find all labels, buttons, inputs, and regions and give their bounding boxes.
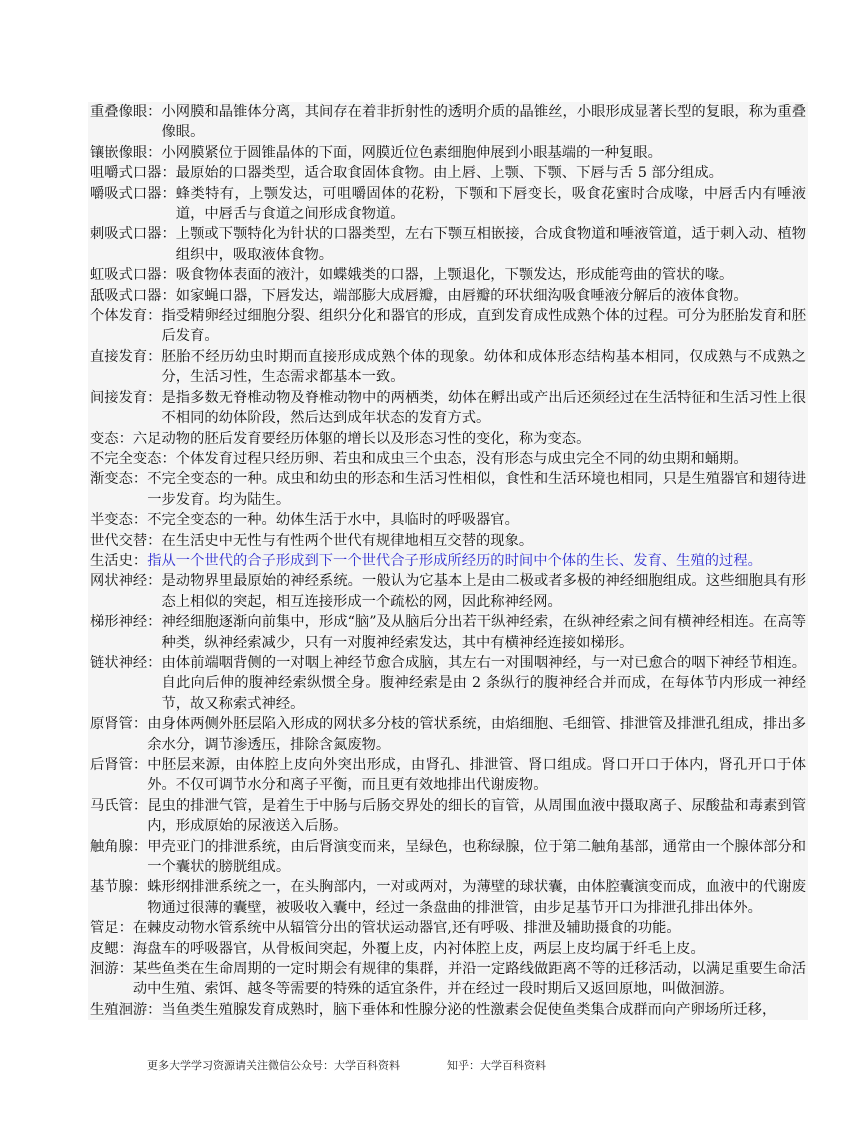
entry-definition: 当鱼类生殖腺发育成熟时，脑下垂体和性腺分泌的性激素会促使鱼类集合成群而向产卵场所迁移，: [161, 1001, 777, 1018]
entry-term: 管足：: [90, 920, 133, 937]
glossary-entry: [90, 163, 806, 183]
glossary-entry: [90, 959, 806, 1000]
entry-definition: 在棘皮动物水管系统中从辐管分出的管状运动器官,还有呼吸、排泄及辅助摄食的功能。: [132, 920, 681, 937]
entry-term: 世代交替：: [90, 532, 162, 549]
glossary-entry: [90, 796, 806, 837]
entry-term: 嚼吸式口器：: [90, 185, 176, 202]
footer-wechat: 更多大学学习资源请关注微信公众号：大学百科资料: [147, 1059, 400, 1072]
entry-definition: 小网膜紧位于圆锥晶体的下面，网膜近位色素细胞伸展到小眼基端的一种复眼。: [161, 144, 662, 161]
entry-term: 舐吸式口器：: [90, 287, 176, 304]
entry-term: 虹吸式口器：: [90, 267, 176, 284]
entry-term: 镶嵌像眼：: [90, 144, 162, 161]
entry-term: 刺吸式口器：: [90, 226, 176, 243]
entry-term: 梯形神经：: [90, 614, 162, 631]
glossary-entry: [90, 102, 806, 143]
glossary-entry: [90, 755, 806, 796]
glossary-entry: [90, 571, 806, 612]
entry-term: 渐变态：: [90, 471, 148, 488]
entry-definition: 由体前端咽背侧的一对咽上神经节愈合成脑，其左右一对围咽神经，与一对已愈合的咽下神经节相连。自此向后伸的腹神经索纵惯全身。腹神经索是由 2 条纵行的腹神经合并而成，在每体节内形成一神经节，故又称索式神经。: [161, 654, 806, 712]
glossary-entry: [90, 653, 806, 714]
entry-definition: 海盘车的呼吸器官，从骨板间突起，外覆上皮，内衬体腔上皮，两层上皮均属于纤毛上皮。: [132, 940, 705, 957]
entry-term: 基节腺：: [90, 879, 148, 896]
glossary-entry: [90, 143, 806, 163]
glossary-entry: [90, 837, 806, 878]
glossary-entry: [90, 286, 806, 306]
entry-term: 皮鳃：: [90, 940, 133, 957]
entry-definition: 在生活史中无性与有性两个世代有规律地相互交替的现象。: [161, 532, 534, 549]
entry-term: 生殖洄游：: [90, 1001, 162, 1018]
glossary-entry: [90, 939, 806, 959]
entry-definition: 某些鱼类在生命周期的一定时期会有规律的集群，并沿一定路线做距离不等的迁移活动，以满足重要生命活动中生殖、索饵、越冬等需要的特殊的适宜条件，并在经过一段时期后又返回原地，叫做洄游。: [132, 961, 806, 998]
glossary-entry: [90, 510, 806, 530]
entry-definition: 不完全变态的一种。幼体生活于水中，具临时的呼吸器官。: [147, 512, 519, 529]
entry-definition: 神经细胞逐渐向前集中，形成“脑”及从脑后分出若干纵神经索，在纵神经索之间有横神经相连。在高等种类，纵神经索减少，只有一对腹神经索发达，其中有横神经连接如梯形。: [161, 614, 806, 651]
entry-term: 网状神经：: [90, 573, 162, 590]
entry-term: 直接发育：: [90, 348, 162, 365]
entry-definition: 上颚或下颚特化为针状的口器类型，左右下颚互相嵌接，合成食物道和唾液管道，适于刺入动、植物组织中，吸取液体食物。: [175, 226, 806, 263]
entry-term: 咀嚼式口器：: [90, 165, 176, 182]
glossary-content: [88, 102, 808, 1020]
entry-definition: 不完全变态的一种。成虫和幼虫的形态和生活习性相似，食性和生活环境也相同，只是生殖器官和翅待进一步发育。均为陆生。: [147, 471, 806, 508]
entry-definition: 蜂类特有，上颚发达，可咀嚼固体的花粉，下颚和下唇变长，吸食花蜜时合成喙，中唇舌内有唾液道，中唇舌与食道之间形成食物道。: [175, 185, 806, 223]
footer-zhihu: 知乎：大学百科资料: [447, 1059, 546, 1072]
entry-definition: 由身体两侧外胚层陷入形成的网状多分枝的管状系统，由焰细胞、毛细管、排泄管及排泄孔组成，排出多余水分，调节渗透压，排除含氮废物。: [147, 716, 806, 753]
glossary-entry: [90, 469, 806, 510]
entry-term: 变态：: [90, 430, 133, 447]
entry-definition: 吸食物体表面的液汁，如蝶娥类的口器，上颚退化，下颚发达，形成能弯曲的管状的喙。: [175, 267, 734, 284]
entry-term: 不完全变态：: [90, 450, 176, 467]
entry-definition: 是指多数无脊椎动物及脊椎动物中的两栖类，幼体在孵出或产出后还须经过在生活特征和生活习性上很不相同的幼体阶段，然后达到成年状态的发育方式。: [161, 389, 806, 427]
glossary-entry: [90, 877, 806, 918]
entry-term: 重叠像眼：: [90, 104, 162, 120]
entry-term: 生活史：: [90, 552, 148, 569]
entry-definition: 个体发育过程只经历卵、若虫和成虫三个虫态，没有形态与成虫完全不同的幼虫期和蛹期。: [175, 450, 748, 467]
entry-definition: 胚胎不经历幼虫时期而直接形成成熟个体的现象。幼体和成体形态结构基本相同，仅成熟与不成熟之分，生活习性，生态需求都基本一致。: [161, 348, 806, 386]
glossary-entry: [90, 531, 806, 551]
glossary-entry: [90, 388, 806, 429]
glossary-entry: [90, 306, 806, 347]
entry-term: 个体发育：: [90, 308, 162, 325]
glossary-entry: [90, 918, 806, 938]
entry-definition: 中胚层来源，由体腔上皮向外突出形成，由肾孔、排泄管、肾口组成。肾口开口于体内，肾孔开口于体外。不仅可调节水分和离子平衡，而且更有效地排出代谢废物。: [147, 757, 806, 794]
entry-definition: 最原始的口器类型，适合取食固体食物。由上唇、上颚、下颚、下唇与舌 5 部分组成。: [175, 165, 723, 182]
entry-definition: 甲壳亚门的排泄系统，由后肾演变而来，呈绿色，也称绿腺，位于第二触角基部，通常由一个腺体部分和一个囊状的膀胱组成。: [147, 838, 806, 876]
glossary-entry: [90, 184, 806, 225]
glossary-entry: [90, 1000, 806, 1020]
entry-definition: 蛛形纲排泄系统之一，在头胸部内，一对或两对，为薄壁的球状囊，由体腔囊演变而成，血液中的代谢废物通过很薄的囊壁，被吸收入囊中，经过一条盘曲的排泄管，由步足基节开口为排泄孔排出体外。: [147, 879, 806, 916]
entry-term: 链状神经：: [90, 654, 162, 671]
entry-term: 洄游：: [90, 961, 133, 978]
glossary-entry: [90, 265, 806, 285]
glossary-entry: [90, 347, 806, 388]
entry-definition: 小网膜和晶锥体分离，其间存在着非折射性的透明介质的晶锥丝，小眼形成显著长型的复眼，称为重叠像眼。: [161, 104, 806, 141]
entry-term: 后肾管：: [90, 757, 148, 773]
entry-definition: 昆虫的排泄气管，是着生于中肠与后肠交界处的细长的盲管，从周围血液中摄取离子、尿酸盐和毒素到管内，形成原始的尿液送入后肠。: [147, 797, 806, 835]
entry-definition: 是动物界里最原始的神经系统。一般认为它基本上是由二极或者多极的神经细胞组成。这些细胞具有形态上相似的突起，相互连接形成一个疏松的网，因此称神经网。: [161, 573, 806, 610]
entry-definition: 六足动物的胚后发育要经历体躯的增长以及形态习性的变化，称为变态。: [132, 430, 591, 447]
glossary-entry: [90, 551, 806, 571]
entry-term: 原肾管：: [90, 716, 148, 733]
entry-definition: 指从一个世代的合子形成到下一个世代合子形成所经历的时间中个体的生长、发育、生殖的过程。: [147, 552, 762, 569]
glossary-entry: [90, 449, 806, 469]
entry-definition: 如家蝇口器，下唇发达，端部膨大成唇瓣，由唇瓣的环状细沟吸食唾液分解后的液体食物。: [175, 287, 748, 304]
entry-term: 半变态：: [90, 512, 148, 529]
entry-term: 马氏管：: [90, 797, 148, 814]
glossary-entry: [90, 224, 806, 265]
entry-definition: 指受精卵经过细胞分裂、组织分化和器官的形成，直到发育成性成熟个体的过程。可分为胚胎发育和胚后发育。: [161, 308, 806, 345]
glossary-entry: [90, 612, 806, 653]
entry-term: 触角腺：: [90, 838, 148, 855]
entry-term: 间接发育：: [90, 389, 162, 406]
glossary-entry: [90, 714, 806, 755]
glossary-entry: [90, 429, 806, 449]
